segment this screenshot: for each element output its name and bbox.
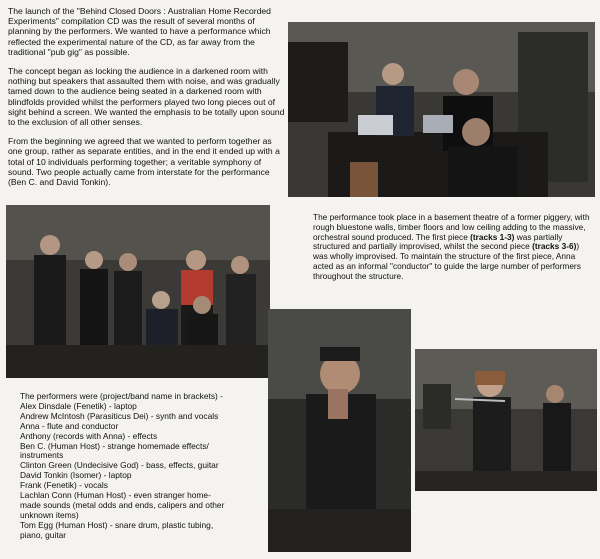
performer-item: unknown items) [20,509,79,520]
photo-flute-guitar [415,349,597,491]
performer-item: Tom Egg (Human Host) - snare drum, plastic tubing, [20,519,214,530]
intro-paragraph-3: From the beginning we agreed that we wanted to perform together as one group, rather as separate entities, and in the end it ended up with a total of 10 individuals performing together; a veritable symphony of sound. Two people actually came from interstate for the performance (Ben C. and David Tonkin). [8,136,280,188]
performer-item: instruments [20,450,64,461]
intro-paragraph-2: The concept began as locking the audience in a darkened room with nothing but speakers that assaulted them with noise, and was gradually tamed down to the audience being seated in a darkened room with blindfolds provided whilst the performers played two long pieces out of sight behind a screen. We wanted the emphasis to be totally upon sound to the exclusion of all other senses. [8,66,285,128]
performer-item: Anna - flute and conductor [20,420,119,431]
performer-item: Alex Dinsdale (Fenetik) - laptop [20,400,137,411]
performers-list [20,392,265,541]
performer-item: David Tonkin (Isomer) - laptop [20,470,132,481]
photo-vocalist [268,309,411,552]
intro-paragraph-1: The launch of the "Behind Closed Doors : Australian Home Recorded Experiments" compilation CD was the result of several months of planning by the performers. We wanted to have a performance which reflected the experimental nature of the CD, as far away from the traditional "pub gig" as possible. [8,6,271,57]
venue-text-c: was partially structured and partially improvised, whilst the second piece [313,231,563,252]
performer-item: Lachlan Conn (Human Host) - even stranger home- [20,490,211,501]
intro-text [8,6,286,196]
performer-item: made sounds (metal odds and ends, calipers and other [20,499,225,510]
performer-item: Anthony (records with Anna) - effects [20,430,158,441]
performer-item: Andrew McIntosh (Parasiticus Dei) - synth and vocals [20,410,219,421]
venue-text-d: ) was wholly improvised. To maintain the structure of the first piece, Anna acted as an informal "conductor" to guide the large number of performers throughout the structure. [313,241,581,281]
performer-item: Frank (Fenetik) - vocals [20,480,108,491]
photo-laptop-performers [288,22,595,197]
venue-text-a: The performance took place in a basement theatre of a former piggery, with rough bluestone walls, timber floors and low ceiling adding to the massive, orchestral sound produced. The first piece [313,212,590,242]
performer-item: piano, guitar [20,529,67,540]
performer-item: Clinton Green (Undecisive God) - bass, effects, guitar [20,460,219,471]
performer-item: Ben C. (Human Host) - strange homemade effects/ [20,440,209,451]
performers-heading: The performers were (project/band name in brackets) - [20,391,223,401]
tracks-second: (tracks 3-6) [532,241,577,252]
tracks-first: (tracks 1-3) [470,231,515,242]
venue-text [313,213,595,282]
photo-group [6,205,270,378]
